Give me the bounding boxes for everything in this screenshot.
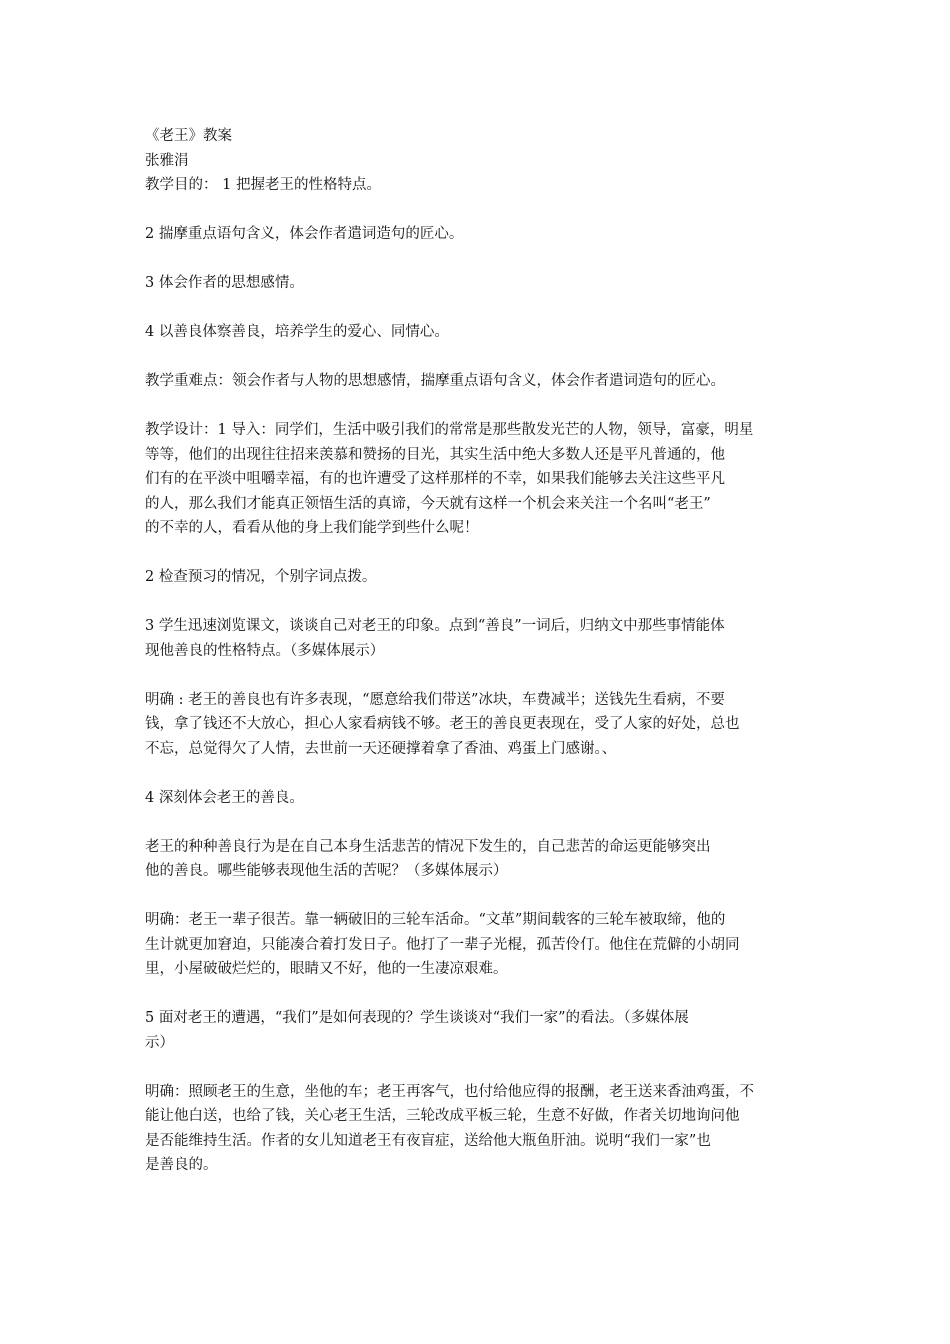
paragraph <box>145 369 815 394</box>
paragraph-line: 4 以善良体察善良，培养学生的爱心、同情心。 <box>145 324 449 340</box>
paragraph-line: 等等，他们的出现往往招来羡慕和赞扬的目光，其实生活中绝大多数人还是平凡普通的，他 <box>145 446 725 463</box>
paragraph-line: 能让他白送，也给了钱，关心老王生活，三轮改成平板三轮，生意不好做，作者关切地询问他 <box>145 1108 740 1124</box>
paragraph <box>145 786 815 811</box>
paragraph <box>145 688 815 762</box>
paragraph-line: 们有的在平淡中咀嚼幸福，有的也许遭受了这样那样的不幸，如果我们能够去关注这些平凡 <box>145 471 725 487</box>
paragraph <box>145 1080 815 1178</box>
paragraph-line: 4 深刻体会老王的善良。 <box>145 789 304 806</box>
paragraph-line: 2 揣摩重点语句含义，体会作者遣词造句的匠心。 <box>145 226 464 242</box>
paragraph-line: 生计就更加窘迫，只能凑合着打发日子。他打了一辈子光棍，孤苦伶仃。他住在荒僻的小胡同 <box>145 936 740 953</box>
paragraph-line: 教学目的： 1 把握老王的性格特点。 <box>145 177 381 193</box>
paragraph <box>145 418 815 541</box>
paragraph-line: 3 体会作者的思想感情。 <box>145 275 304 291</box>
paragraph-line: 教学设计：1 导入：同学们，生活中吸引我们的常常是那些散发光芒的人物，领导，富豪，明星 <box>145 422 754 438</box>
paragraph <box>145 614 815 663</box>
document-header <box>145 124 815 173</box>
paragraph-line: 5 面对老王的遭遇，“我们”是如何表现的？学生谈谈对“我们一家”的看法。（多媒体展 <box>145 1010 689 1026</box>
paragraph <box>145 835 815 884</box>
paragraph <box>145 1006 815 1055</box>
paragraph-line: 是善良的。 <box>145 1157 218 1173</box>
paragraph <box>145 271 815 296</box>
paragraph-line: 不忘，总觉得欠了人情，去世前一天还硬撑着拿了香油、鸡蛋上门感谢。、 <box>145 740 617 757</box>
paragraph-line: 3 学生迅速浏览课文，谈谈自己对老王的印象。点到“善良”一词后，归纳文中那些事情能体 <box>145 618 725 634</box>
paragraph-line: 钱，拿了钱还不大放心，担心人家看病钱不够。老王的善良更表现在，受了人家的好处，总也 <box>145 716 740 732</box>
document-title: 《老王》教案 <box>145 128 232 144</box>
paragraph-line: 明确：老王一辈子很苦。靠一辆破旧的三轮车活命。“文革”期间载客的三轮车被取缔，他的 <box>145 912 726 928</box>
paragraph-line: 现他善良的性格特点。（多媒体展示） <box>145 642 385 659</box>
paragraph-line: 是否能维持生活。作者的女儿知道老王有夜盲症，送给他大瓶鱼肝油。说明“我们一家”也 <box>145 1132 711 1149</box>
paragraph-line: 2 检查预习的情况，个别字词点拨。 <box>145 569 377 585</box>
paragraph-line: 明确：照顾老王的生意，坐他的车；老王再客气，也付给他应得的报酬，老王送来香油鸡蛋，不 <box>145 1083 754 1100</box>
paragraph-line: 他的善良。哪些能够表现他生活的苦呢？（多媒体展示） <box>145 863 508 879</box>
paragraph-line: 示） <box>145 1034 174 1051</box>
paragraph <box>145 908 815 982</box>
paragraph-line: 老王的种种善良行为是在自己本身生活悲苦的情况下发生的，自己悲苦的命运更能够突出 <box>145 838 711 855</box>
paragraph <box>145 173 815 198</box>
paragraph-line: 教学重难点：领会作者与人物的思想感情，揣摩重点语句含义，体会作者遣词造句的匠心。 <box>145 373 725 389</box>
paragraph-line: 的不幸的人，看看从他的身上我们能学到些什么呢！ <box>145 520 479 536</box>
paragraph <box>145 565 815 590</box>
paragraph-line: 里，小屋破破烂烂的，眼睛又不好，他的一生凄凉艰难。 <box>145 961 508 977</box>
document-body <box>145 173 815 1178</box>
paragraph-line: 明确 : 老王的善良也有许多表现，“愿意给我们带送”冰块，车费减半；送钱先生看病，不要 <box>145 691 725 708</box>
paragraph <box>145 222 815 247</box>
paragraph-line: 的人，那么我们才能真正领悟生活的真谛，今天就有这样一个机会来关注一个名叫“老王” <box>145 495 711 512</box>
paragraph <box>145 320 815 345</box>
document-author: 张雅涓 <box>145 152 189 169</box>
document-page <box>145 124 815 1202</box>
